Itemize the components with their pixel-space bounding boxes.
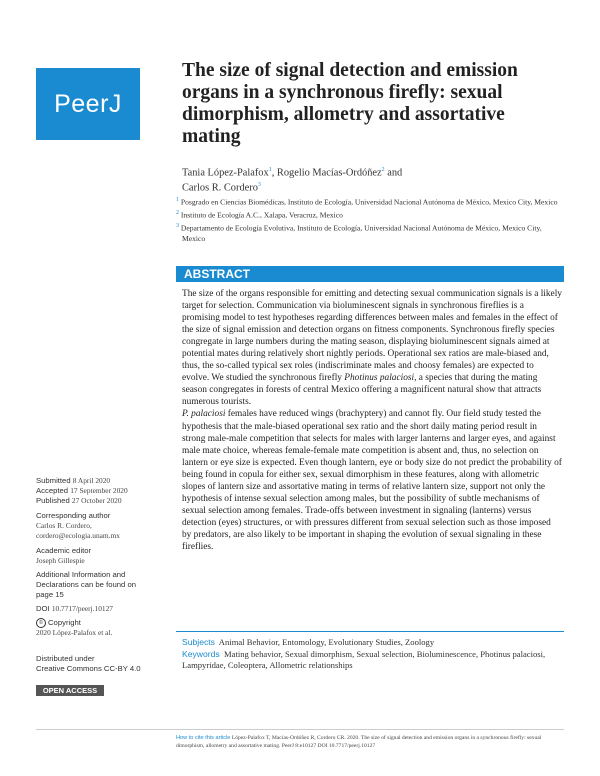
additional-info[interactable]: Additional Information and Declarations can be found on page 15: [36, 570, 137, 599]
affiliation-item: [176, 208, 566, 221]
license-label: Distributed under: [36, 654, 95, 663]
corresponding-author: [36, 511, 156, 541]
academic-editor-name: Joseph Gillespie: [36, 556, 85, 565]
doi-label: DOI: [36, 604, 50, 613]
affiliation-item: [176, 195, 566, 208]
author-name: Carlos R. Cordero: [182, 182, 258, 194]
abstract-divider: [176, 631, 564, 632]
species-name: P. palaciosi: [182, 409, 226, 420]
author-separator: and: [384, 167, 403, 179]
affiliation-marker: 1: [268, 167, 272, 173]
accepted-date: 17 September 2020: [70, 486, 128, 495]
academic-editor: [36, 546, 156, 566]
copyright-label: Copyright: [48, 618, 81, 628]
accepted-label: Accepted: [36, 486, 69, 495]
submitted-label: Submitted: [36, 476, 71, 485]
author-separator: ,: [271, 167, 277, 179]
corresponding-author-name: Carlos R. Cordero,: [36, 521, 92, 530]
citation-text: López-Palafox T, Macías-Ordóñez R, Cordero CR. 2020. The size of signal detection and emission organs in a synchronous firefly: sexual dimorphism, allometry and assortative mating. PeerJ 8:e10127 DOI 10.7717/peerj.10127: [176, 735, 542, 749]
license-block: [36, 654, 156, 674]
subjects-line: [182, 637, 562, 649]
accepted-line: [36, 486, 156, 496]
peerj-logo: [36, 68, 140, 140]
affiliation-list: [176, 195, 566, 245]
footer-divider: [36, 729, 564, 730]
submission-dates: [36, 476, 156, 506]
subjects-keywords: [182, 637, 562, 672]
corresponding-author-label: Corresponding author: [36, 511, 111, 520]
published-line: [36, 496, 156, 506]
open-access-badge: OPEN ACCESS: [36, 685, 104, 696]
affiliation-number: 3: [176, 223, 179, 230]
affiliation-text: Instituto de Ecología A.C., Xalapa, Veracruz, Mexico: [180, 210, 343, 220]
copyright-holder: 2020 López-Palafox et al.: [36, 628, 113, 638]
affiliation-text: Posgrado en Ciencias Biomédicas, Instituto de Ecología, Universidad Nacional Autónoma de México, Mexico City, Mexico: [180, 197, 558, 207]
affiliation-number: 2: [176, 210, 179, 217]
doi-link[interactable]: 10.7717/peerj.10127: [51, 604, 113, 613]
keywords-line: [182, 649, 562, 672]
citation-label: How to cite this article: [176, 735, 231, 741]
affiliation-item: [176, 221, 566, 245]
keywords-text: Mating behavior, Sexual dimorphism, Sexual selection, Bioluminescence, Photinus palaciosi, Lampyridae, Coleoptera, Allometric relationships: [182, 648, 546, 670]
abstract-paragraph: [182, 408, 562, 553]
author-name: Rogelio Macías-Ordóñez: [276, 167, 382, 179]
keywords-label: Keywords: [182, 648, 220, 659]
subjects-text[interactable]: Animal Behavior, Entomology, Evolutionary Studies, Zoology: [218, 637, 435, 647]
species-name: Photinus palaciosi: [344, 373, 415, 384]
submitted-line: [36, 476, 156, 486]
corresponding-author-email[interactable]: cordero@ecologia.unam.mx: [36, 531, 120, 540]
submitted-date: 8 April 2020: [72, 476, 111, 485]
abstract-heading: ABSTRACT: [176, 266, 564, 282]
doi: [36, 604, 156, 614]
citation-footer: [176, 734, 566, 750]
author-list: [182, 164, 562, 195]
abstract-text: The size of the organs responsible for emitting and detecting sexual communication signals is a likely target for selection. Communication via bioluminescent signals in synchronous fireflies is a promising model to test hypotheses regarding differences between males and females in the effect of the size of signal emission and detection organs on fitness components. Synchronous firefly species congregate in large numbers during the mating season, displaying bioluminescent signals aimed at potential mates during relatively short nightly periods. Operational sex ratios are male-biased and, thus, the so-called typical sex roles (indiscriminate males and choosy females) are expected to evolve. We studied the synchronous firefly: [182, 289, 562, 384]
copyright-line: [36, 618, 156, 628]
copyright-icon: ©: [36, 618, 46, 628]
article-title: The size of signal detection and emission organs in a synchronous firefly: sexual dimorphism, allometry and assortative mating: [182, 60, 518, 147]
abstract-body: [182, 288, 562, 553]
affiliation-number: 1: [176, 197, 179, 203]
logo-text: PeerJ: [54, 89, 122, 118]
copyright-block: [36, 618, 156, 638]
abstract-text: females have reduced wings (brachyptery) and cannot fly. Our field study tested the hypothesis that the male-biased operational sex ratio and the short daily mating period result in strong male-male competition that selects for males with larger lanterns and larger eyes, and against male mate choice, whereas female-female mate competition is absent and, thus, no selection on lantern or eye size is expected. Even though lantern, eye or body size do not predict the probability of being found in copula for either sex, sexual dimorphism in these features, along with allometric slopes of lantern size and assortative mating in terms of relative lantern size, support not only the hypothesis of intense sexual selection among males, but the possibility of subtle mechanisms of sexual selection among females. Trade-offs between investment in signaling (lanterns) versus detection (eyes) structures, or with pressures different from sexual selection such as those imposed by predators, are also likely to be important in shaping the evolution of sexual signaling in these fireflies.: [182, 409, 562, 552]
abstract-paragraph: [182, 288, 562, 408]
published-label: Published: [36, 496, 70, 505]
affiliation-marker: 3: [257, 182, 261, 189]
license-link[interactable]: Creative Commons CC-BY 4.0: [36, 664, 141, 673]
affiliation-marker: 2: [381, 167, 385, 173]
published-date: 27 October 2020: [71, 496, 122, 505]
affiliation-text: Departamento de Ecología Evolutiva, Instituto de Ecología, Universidad Nacional Autónoma de México, Mexico City, Mexico: [180, 223, 542, 244]
subjects-label: Subjects: [182, 637, 215, 647]
abstract-text: , a species that during the mating season congregates in forests of central Mexico offering a magnificent natural show that attracts numerous tourists.: [182, 373, 542, 408]
author-name: Tania López-Palafox: [182, 167, 269, 179]
academic-editor-label: Academic editor: [36, 546, 92, 555]
